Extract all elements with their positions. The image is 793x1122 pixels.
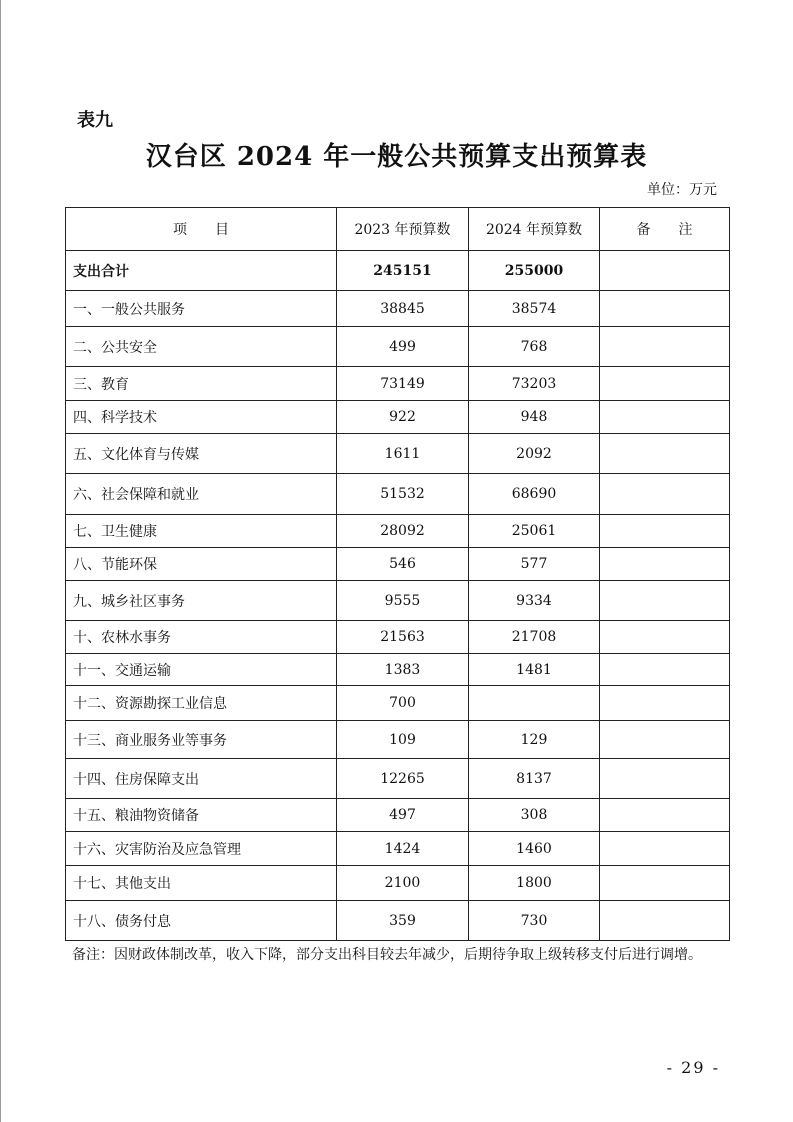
table-row — [66, 832, 730, 866]
page-number: - 29 - — [666, 1058, 720, 1077]
row-2024 — [469, 686, 600, 721]
table-row — [66, 367, 730, 401]
row-note — [600, 474, 730, 515]
footnote: 备注：因财政体制改革，收入下降，部分支出科目较去年减少，后期待争取上级转移支付后进行调增。 — [72, 947, 702, 963]
table-row — [66, 515, 730, 548]
row-2023: 28092 — [337, 515, 469, 548]
table-row — [66, 474, 730, 515]
row-name: 五、文化体育与传媒 — [66, 434, 337, 474]
row-note — [600, 548, 730, 581]
row-name: 十、农林水事务 — [66, 621, 337, 654]
row-2024: 21708 — [469, 621, 600, 654]
row-2024: 308 — [469, 799, 600, 832]
row-name: 十一、交通运输 — [66, 654, 337, 686]
row-2024: 73203 — [469, 367, 600, 401]
row-note — [600, 686, 730, 721]
table-row — [66, 759, 730, 799]
row-2024: 68690 — [469, 474, 600, 515]
row-2024: 129 — [469, 721, 600, 759]
row-2023: 109 — [337, 721, 469, 759]
header-budget-2023: 2023 年预算数 — [337, 208, 469, 251]
header-item: 项 目 — [66, 208, 337, 251]
row-2023: 359 — [337, 901, 469, 941]
row-2023: 9555 — [337, 581, 469, 621]
unit-label: 单位：万元 — [647, 182, 717, 198]
row-note — [600, 832, 730, 866]
row-2024: 1460 — [469, 832, 600, 866]
row-name: 十二、资源勘探工业信息 — [66, 686, 337, 721]
row-2024: 730 — [469, 901, 600, 941]
row-note — [600, 327, 730, 367]
row-note — [600, 434, 730, 474]
row-2024: 1481 — [469, 654, 600, 686]
row-note — [600, 866, 730, 901]
row-2023: 546 — [337, 548, 469, 581]
row-2023: 12265 — [337, 759, 469, 799]
row-note — [600, 367, 730, 401]
row-2024: 9334 — [469, 581, 600, 621]
row-note — [600, 759, 730, 799]
row-2023: 51532 — [337, 474, 469, 515]
row-note — [600, 721, 730, 759]
row-note — [600, 901, 730, 941]
table-row — [66, 686, 730, 721]
row-note — [600, 251, 730, 291]
row-name: 十七、其他支出 — [66, 866, 337, 901]
table-row — [66, 581, 730, 621]
row-2024: 1800 — [469, 866, 600, 901]
row-2024: 255000 — [469, 251, 600, 291]
row-2024: 25061 — [469, 515, 600, 548]
row-name: 四、科学技术 — [66, 401, 337, 434]
row-2023: 1611 — [337, 434, 469, 474]
row-2023: 700 — [337, 686, 469, 721]
table-label: 表九 — [77, 110, 113, 131]
row-note — [600, 515, 730, 548]
row-2024: 948 — [469, 401, 600, 434]
page-title: 汉台区 2024 年一般公共预算支出预算表 — [145, 142, 648, 172]
row-2023: 497 — [337, 799, 469, 832]
table-row — [66, 721, 730, 759]
table-row — [66, 434, 730, 474]
row-name: 一、一般公共服务 — [66, 291, 337, 327]
row-2023: 2100 — [337, 866, 469, 901]
row-name: 六、社会保障和就业 — [66, 474, 337, 515]
row-name: 支出合计 — [66, 251, 337, 291]
table-row — [66, 654, 730, 686]
row-name: 七、卫生健康 — [66, 515, 337, 548]
budget-table — [65, 207, 730, 941]
table-row — [66, 548, 730, 581]
table-row — [66, 327, 730, 367]
row-name: 二、公共安全 — [66, 327, 337, 367]
row-note — [600, 621, 730, 654]
row-name: 八、节能环保 — [66, 548, 337, 581]
row-2023: 245151 — [337, 251, 469, 291]
table-header-row — [66, 208, 730, 251]
row-note — [600, 291, 730, 327]
row-name: 十四、住房保障支出 — [66, 759, 337, 799]
table-row — [66, 799, 730, 832]
row-name: 三、教育 — [66, 367, 337, 401]
row-name: 十五、粮油物资储备 — [66, 799, 337, 832]
row-2023: 73149 — [337, 367, 469, 401]
row-2024: 768 — [469, 327, 600, 367]
row-2024: 2092 — [469, 434, 600, 474]
table-row — [66, 401, 730, 434]
row-2023: 21563 — [337, 621, 469, 654]
table-row — [66, 866, 730, 901]
row-note — [600, 581, 730, 621]
row-name: 十三、商业服务业等事务 — [66, 721, 337, 759]
row-2023: 1424 — [337, 832, 469, 866]
row-name: 十八、债务付息 — [66, 901, 337, 941]
row-2023: 38845 — [337, 291, 469, 327]
header-budget-2024: 2024 年预算数 — [469, 208, 600, 251]
row-2024: 8137 — [469, 759, 600, 799]
row-2023: 499 — [337, 327, 469, 367]
row-2024: 38574 — [469, 291, 600, 327]
table-row — [66, 291, 730, 327]
table-row-total — [66, 251, 730, 291]
row-note — [600, 401, 730, 434]
table-row — [66, 621, 730, 654]
row-2023: 1383 — [337, 654, 469, 686]
header-notes: 备 注 — [600, 208, 730, 251]
row-2024: 577 — [469, 548, 600, 581]
row-note — [600, 654, 730, 686]
row-name: 九、城乡社区事务 — [66, 581, 337, 621]
row-note — [600, 799, 730, 832]
table-row — [66, 901, 730, 941]
row-2023: 922 — [337, 401, 469, 434]
row-name: 十六、灾害防治及应急管理 — [66, 832, 337, 866]
